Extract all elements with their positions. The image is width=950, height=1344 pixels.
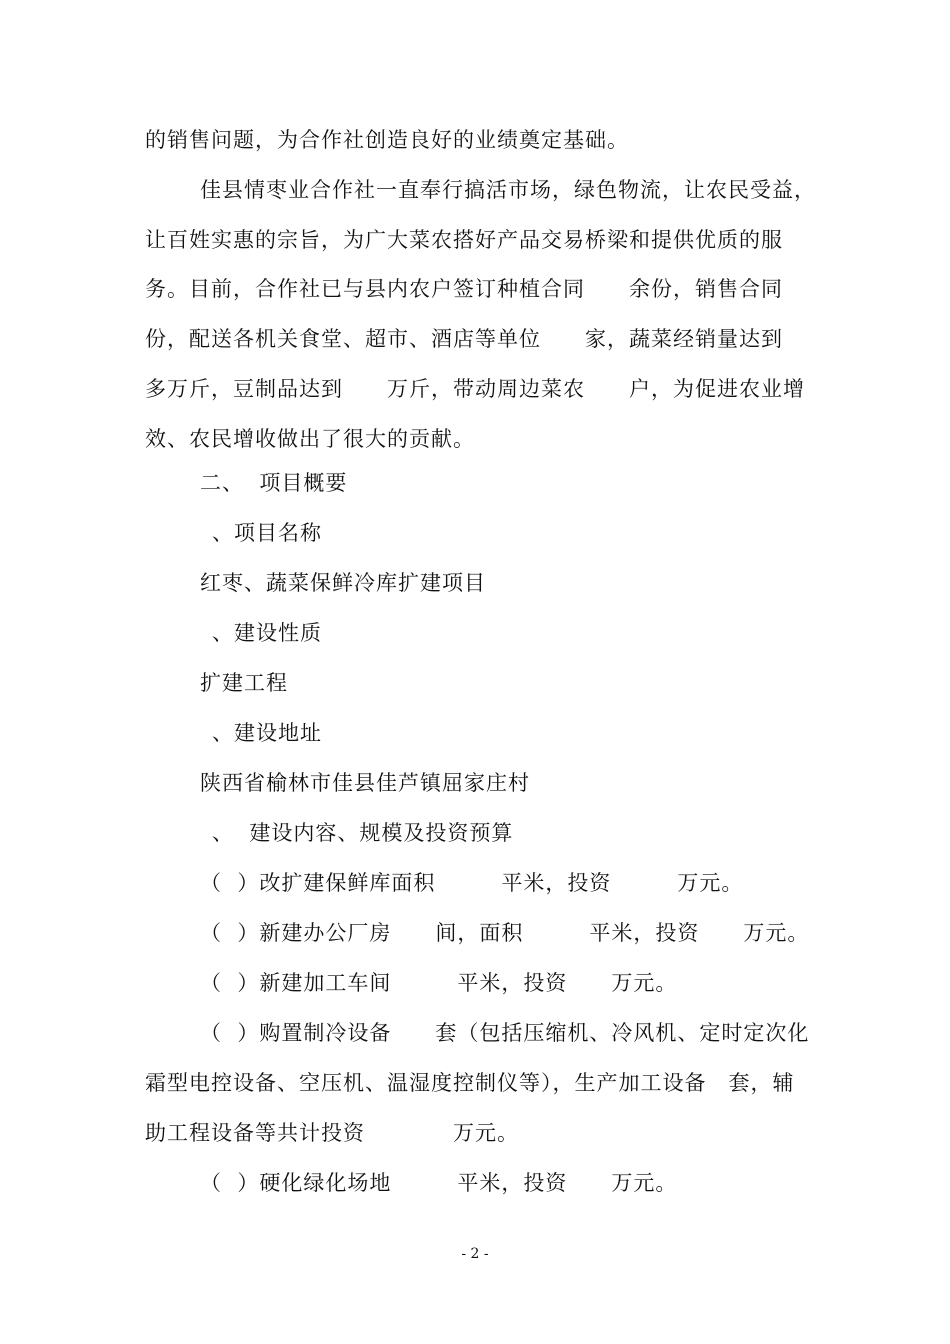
paragraph-line: 助工程设备等共计投资 万元。 — [145, 1121, 519, 1145]
paragraph-line: 效、农民增收做出了很大的贡献。 — [145, 427, 475, 451]
paragraph-line: 让百姓实惠的宗旨，为广大菜农搭好产品交易桥梁和提供优质的服 — [145, 228, 783, 252]
list-item: （ ）购置制冷设备 套（包括压缩机、冷风机、定时定次化 — [200, 1021, 810, 1045]
paragraph-line: 的销售问题，为合作社创造良好的业绩奠定基础。 — [145, 128, 629, 152]
list-item: （ ）新建加工车间 平米，投资 万元。 — [200, 971, 678, 995]
paragraph-line: 务。目前，合作社已与县内农户签订种植合同 余份，销售合同 — [145, 277, 783, 301]
paragraph-line: 红枣、蔬菜保鲜冷库扩建项目 — [200, 571, 486, 595]
subsection-heading: 、 建设内容、规模及投资预算 — [212, 821, 514, 845]
paragraph-line: 陕西省榆林市佳县佳芦镇屈家庄村 — [200, 771, 530, 795]
paragraph-line: 份，配送各机关食堂、超市、酒店等单位 家，蔬菜经销量达到 — [145, 327, 783, 351]
paragraph-line: 佳县情枣业合作社一直奉行搞活市场，绿色物流，让农民受益， — [200, 178, 816, 202]
section-heading: 二、 项目概要 — [200, 471, 348, 495]
page-number: - 2 - — [461, 1246, 489, 1262]
paragraph-line: 霜型电控设备、空压机、温湿度控制仪等），生产加工设备 套，辅 — [145, 1071, 795, 1095]
list-item: （ ）改扩建保鲜库面积 平米，投资 万元。 — [200, 871, 744, 895]
subsection-heading: 、建设性质 — [212, 621, 322, 645]
subsection-heading: 、项目名称 — [212, 521, 322, 545]
paragraph-line: 扩建工程 — [200, 671, 288, 695]
list-item: （ ）新建办公厂房 间，面积 平米，投资 万元。 — [200, 921, 810, 945]
paragraph-line: 多万斤，豆制品达到 万斤，带动周边菜农 户，为促进农业增 — [145, 377, 805, 401]
subsection-heading: 、建设地址 — [212, 721, 322, 745]
list-item: （ ）硬化绿化场地 平米，投资 万元。 — [200, 1171, 678, 1195]
